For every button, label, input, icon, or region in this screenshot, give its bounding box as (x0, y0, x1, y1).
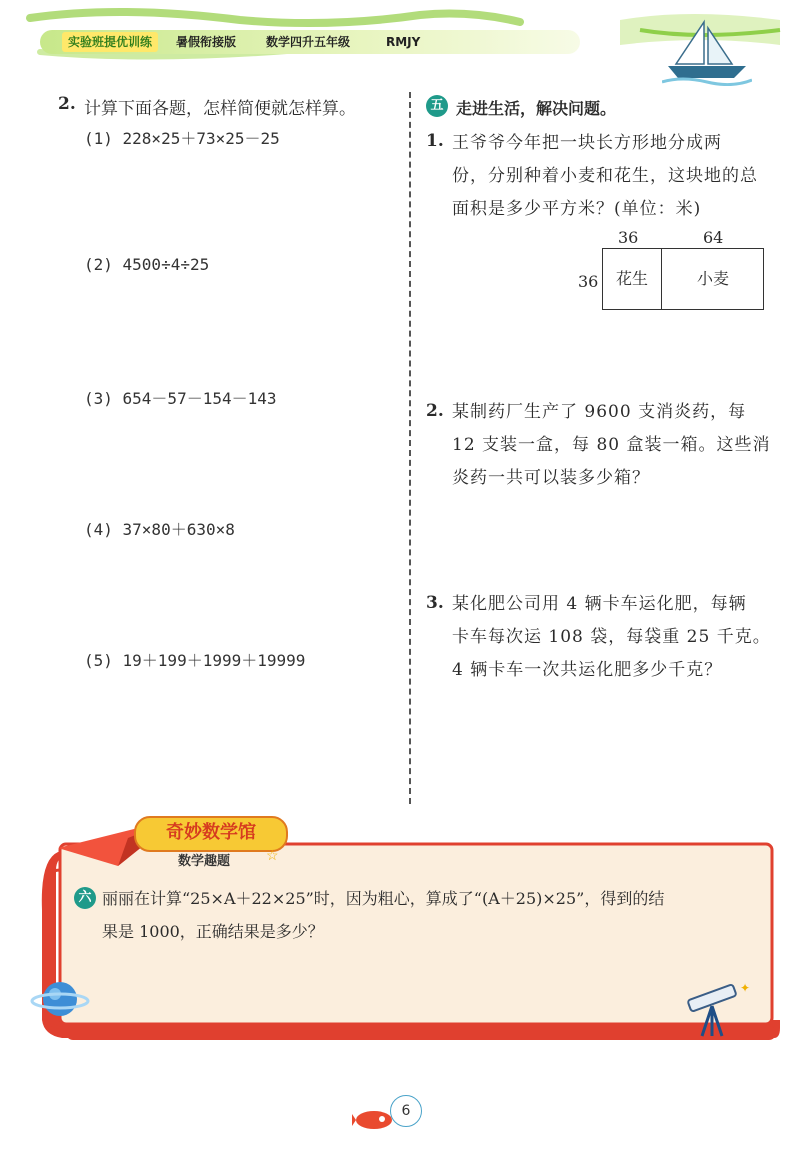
section-6-badge: 六 (74, 887, 96, 909)
field-peanut-cell: 花生 (603, 249, 662, 309)
brand-label: 实验班提优训练 (62, 32, 158, 52)
svg-text:✦: ✦ (740, 981, 751, 995)
figure-top-left-length: 36 (618, 228, 639, 247)
calc-item-3: (3) 654－57－154－143 (84, 389, 277, 408)
sailboat-icon (662, 18, 752, 86)
problem-3-line-2: 卡车每次运 108 袋，每袋重 25 千克。 (452, 627, 771, 647)
book-subtitle: 暑假衔接版 (176, 35, 237, 49)
banner-title: 奇妙数学馆 (134, 816, 288, 852)
puzzle-text (102, 882, 762, 948)
figure-top-right-length: 64 (703, 228, 724, 247)
word-problem-3-text (452, 588, 782, 687)
puzzle-line-2: 果是 1000，正确结果是多少？ (102, 922, 324, 941)
problem-1-line-2: 份，分别种着小麦和花生，这块地的总 (452, 166, 758, 186)
math-fun-panel (38, 822, 780, 1045)
book-subject: 数学四升五年级 (266, 35, 351, 49)
calc-item-1: (1) 228×25＋73×25－25 (84, 129, 280, 148)
problem-3-line-1: 某化肥公司用 4 辆卡车运化肥，每辆 (452, 594, 747, 614)
word-problem-2-text (452, 396, 782, 495)
problem-1-line-3: 面积是多少平方米？(单位：米) (452, 199, 702, 219)
problem-1-line-1: 王爷爷今年把一块长方形地分成两 (452, 133, 722, 153)
question-2-number: 2. (58, 94, 76, 114)
word-problem-3-number: 3. (426, 593, 444, 613)
question-2-text: 计算下面各题，怎样简便就怎样算。 (84, 99, 356, 119)
section-5-title: 走进生活，解决问题。 (456, 99, 617, 118)
book-edition: RMJY (386, 35, 421, 49)
figure-side-length: 36 (578, 272, 599, 291)
problem-2-line-2: 12 支装一盒，每 80 盒装一箱。这些消 (452, 435, 771, 455)
puzzle-line-1: 丽丽在计算“25×A＋22×25”时，因为粗心，算成了“(A＋25)×25”，得到的结 (102, 889, 665, 908)
page-number: 6 (390, 1095, 422, 1127)
telescope-icon (678, 978, 758, 1038)
calc-item-2: (2) 4500÷4÷25 (84, 255, 210, 274)
problem-3-line-3: 4 辆卡车一次共运化肥多少千克？ (452, 660, 723, 680)
problem-2-line-3: 炎药一共可以装多少箱？ (452, 468, 650, 488)
section-5-badge: 五 (426, 95, 448, 117)
word-problem-1-text (452, 127, 782, 226)
word-problem-2-number: 2. (426, 401, 444, 421)
field-diagram (602, 248, 764, 310)
problem-2-line-1: 某制药厂生产了 9600 支消炎药，每 (452, 402, 747, 422)
word-problem-1-number: 1. (426, 131, 444, 151)
planet-icon (30, 974, 90, 1024)
calc-item-5: (5) 19＋199＋1999＋19999 (84, 651, 306, 670)
calc-item-4: (4) 37×80＋630×8 (84, 520, 235, 539)
column-divider (409, 92, 411, 804)
page-header (0, 0, 800, 90)
star-icon: ☆ (266, 848, 279, 864)
field-wheat-cell: 小麦 (696, 269, 729, 288)
banner-subtitle: 数学趣题 (178, 854, 231, 869)
